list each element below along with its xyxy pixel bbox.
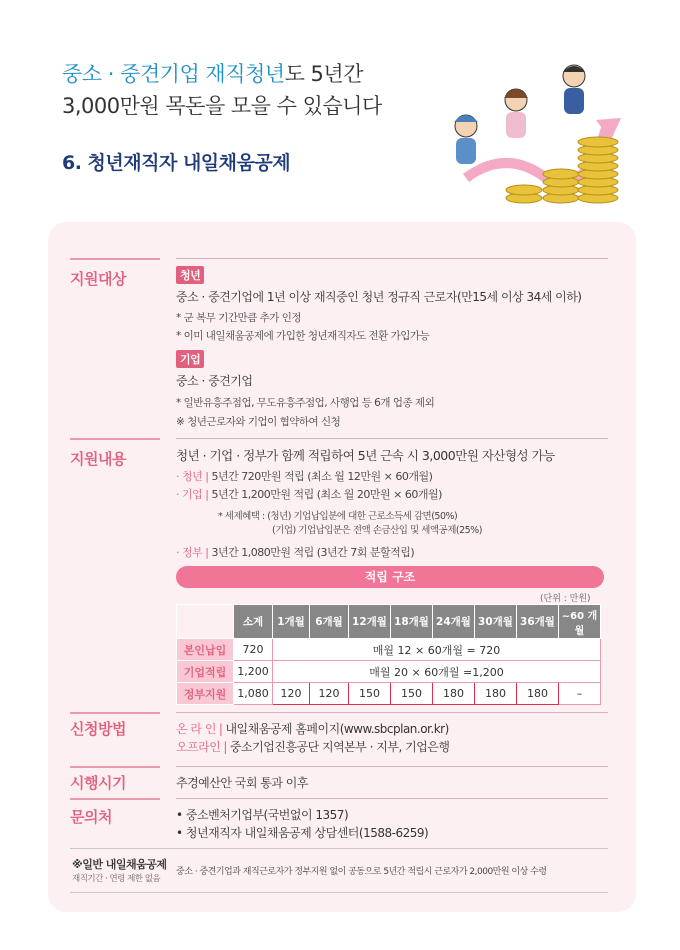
apply-online: 온 라 인 | 내일채움공제 홈페이지(www.sbcplan.or.kr) — [176, 722, 449, 736]
section-title: 6. 청년재직자 내일채움공제 — [62, 152, 291, 174]
table-cell: – — [559, 683, 601, 705]
content-rule — [176, 798, 608, 799]
headline-line1: 중소 · 중견기업 재직청년도 5년간 — [62, 62, 363, 86]
when-text: 추경예산안 국회 통과 이후 — [176, 776, 308, 790]
table-header: 36개월 — [517, 605, 559, 639]
table-row — [177, 661, 601, 683]
table-header: 1개월 — [273, 605, 310, 639]
table-header: 24개월 — [433, 605, 475, 639]
row-merged: 매월 20 × 60개월 =1,200 — [273, 661, 601, 683]
label-rule — [70, 766, 160, 768]
table-cell: 180 — [433, 683, 475, 705]
savings-illustration — [436, 58, 636, 218]
company-tag: 기업 — [176, 350, 204, 368]
company-note-1: * 일반유흥주점업, 무도유흥주점업, 사행업 등 6개 업종 제외 — [176, 397, 435, 409]
content-label: 지원내용 — [70, 450, 126, 468]
tax-benefit-2: (기업) 기업납입분은 전액 손금산입 및 세액공제(25%) — [272, 525, 482, 536]
row-subtotal: 720 — [234, 639, 273, 661]
table-header: 소계 — [234, 605, 273, 639]
company-tag-wrap — [176, 350, 204, 368]
note-text: 중소 · 중견기업과 재직근로자가 정부지원 없이 공동으로 5년간 적립시 근로자가 2,000만원 이상 수령 — [176, 867, 547, 877]
label-rule — [70, 258, 160, 260]
table-cell: 120 — [273, 683, 310, 705]
content-rule — [176, 438, 608, 439]
savings-table — [176, 604, 601, 705]
table-cell: 180 — [517, 683, 559, 705]
youth-note-1: * 군 복무 기간만큼 추가 인정 — [176, 312, 302, 324]
contact-item: • 중소벤처기업부(국번없이 1357) — [176, 808, 349, 822]
target-label: 지원대상 — [70, 270, 126, 288]
table-row — [177, 683, 601, 705]
note-title: ※일반 내일채움공제 — [72, 858, 167, 871]
table-header: 30개월 — [475, 605, 517, 639]
table-unit: (단위 : 만원) — [540, 594, 591, 604]
youth-text: 중소 · 중견기업에 1년 이상 재직중인 청년 정규직 근로자(만15세 이상 34세 이하) — [176, 290, 582, 304]
table-row — [177, 639, 601, 661]
youth-tag-wrap — [176, 266, 204, 284]
table-header: ~60 개월 — [559, 605, 601, 639]
when-label: 시행시기 — [70, 774, 126, 792]
row-merged: 매월 12 × 60개월 = 720 — [273, 639, 601, 661]
table-header: 18개월 — [391, 605, 433, 639]
table-cell: 180 — [475, 683, 517, 705]
label-rule — [70, 798, 160, 800]
note-rule — [70, 848, 608, 849]
contact-label: 문의처 — [70, 808, 112, 826]
contact-item: • 청년재직자 내일채움공제 상담센터(1588-6259) — [176, 826, 429, 840]
content-rule — [176, 712, 608, 713]
content-main: 청년 · 기업 · 정부가 함께 적립하여 5년 근속 시 3,000만원 자산형성 가능 — [176, 448, 555, 463]
content-gov: · 정부 | 3년간 1,080만원 적립 (3년간 7회 분할적립) — [176, 546, 415, 559]
row-label: 기업적립 — [177, 661, 234, 683]
youth-tag: 청년 — [176, 266, 204, 284]
content-company: · 기업 | 5년간 1,200만원 적립 (최소 월 20만원 × 60개월) — [176, 488, 442, 501]
table-header-row — [177, 605, 601, 639]
table-cell: 150 — [391, 683, 433, 705]
label-rule — [70, 438, 160, 440]
table-banner: 적립 구조 — [176, 566, 604, 588]
youth-note-2: * 이미 내일채움공제에 가입한 청년재직자도 전환 가입가능 — [176, 330, 430, 342]
note-rule — [70, 892, 608, 893]
table-header: 6개월 — [310, 605, 349, 639]
apply-offline: 오프라인 | 중소기업진흥공단 지역본부 · 지부, 기업은행 — [176, 740, 450, 754]
company-text: 중소 · 중견기업 — [176, 374, 253, 388]
row-label: 정부지원 — [177, 683, 234, 705]
content-youth: · 청년 | 5년간 720만원 적립 (최소 월 12만원 × 60개월) — [176, 470, 433, 483]
label-rule — [70, 712, 160, 714]
table-corner — [177, 605, 234, 639]
apply-label: 신청방법 — [70, 720, 126, 738]
company-note-2: ※ 청년근로자와 기업이 협약하여 신청 — [176, 416, 341, 428]
content-rule — [176, 766, 608, 767]
headline — [62, 58, 462, 122]
headline-line2: 3,000만원 목돈을 모을 수 있습니다 — [62, 94, 382, 118]
table-cell: 120 — [310, 683, 349, 705]
note-sub: 재직기간 · 연령 제한 없음 — [72, 874, 161, 884]
row-subtotal: 1,080 — [234, 683, 273, 705]
row-label: 본인납입 — [177, 639, 234, 661]
table-header: 12개월 — [349, 605, 391, 639]
row-subtotal: 1,200 — [234, 661, 273, 683]
table-cell: 150 — [349, 683, 391, 705]
tax-benefit-1: * 세제혜택 : (청년) 기업납입분에 대한 근로소득세 감면(50%) — [218, 511, 458, 522]
content-rule — [176, 258, 608, 259]
